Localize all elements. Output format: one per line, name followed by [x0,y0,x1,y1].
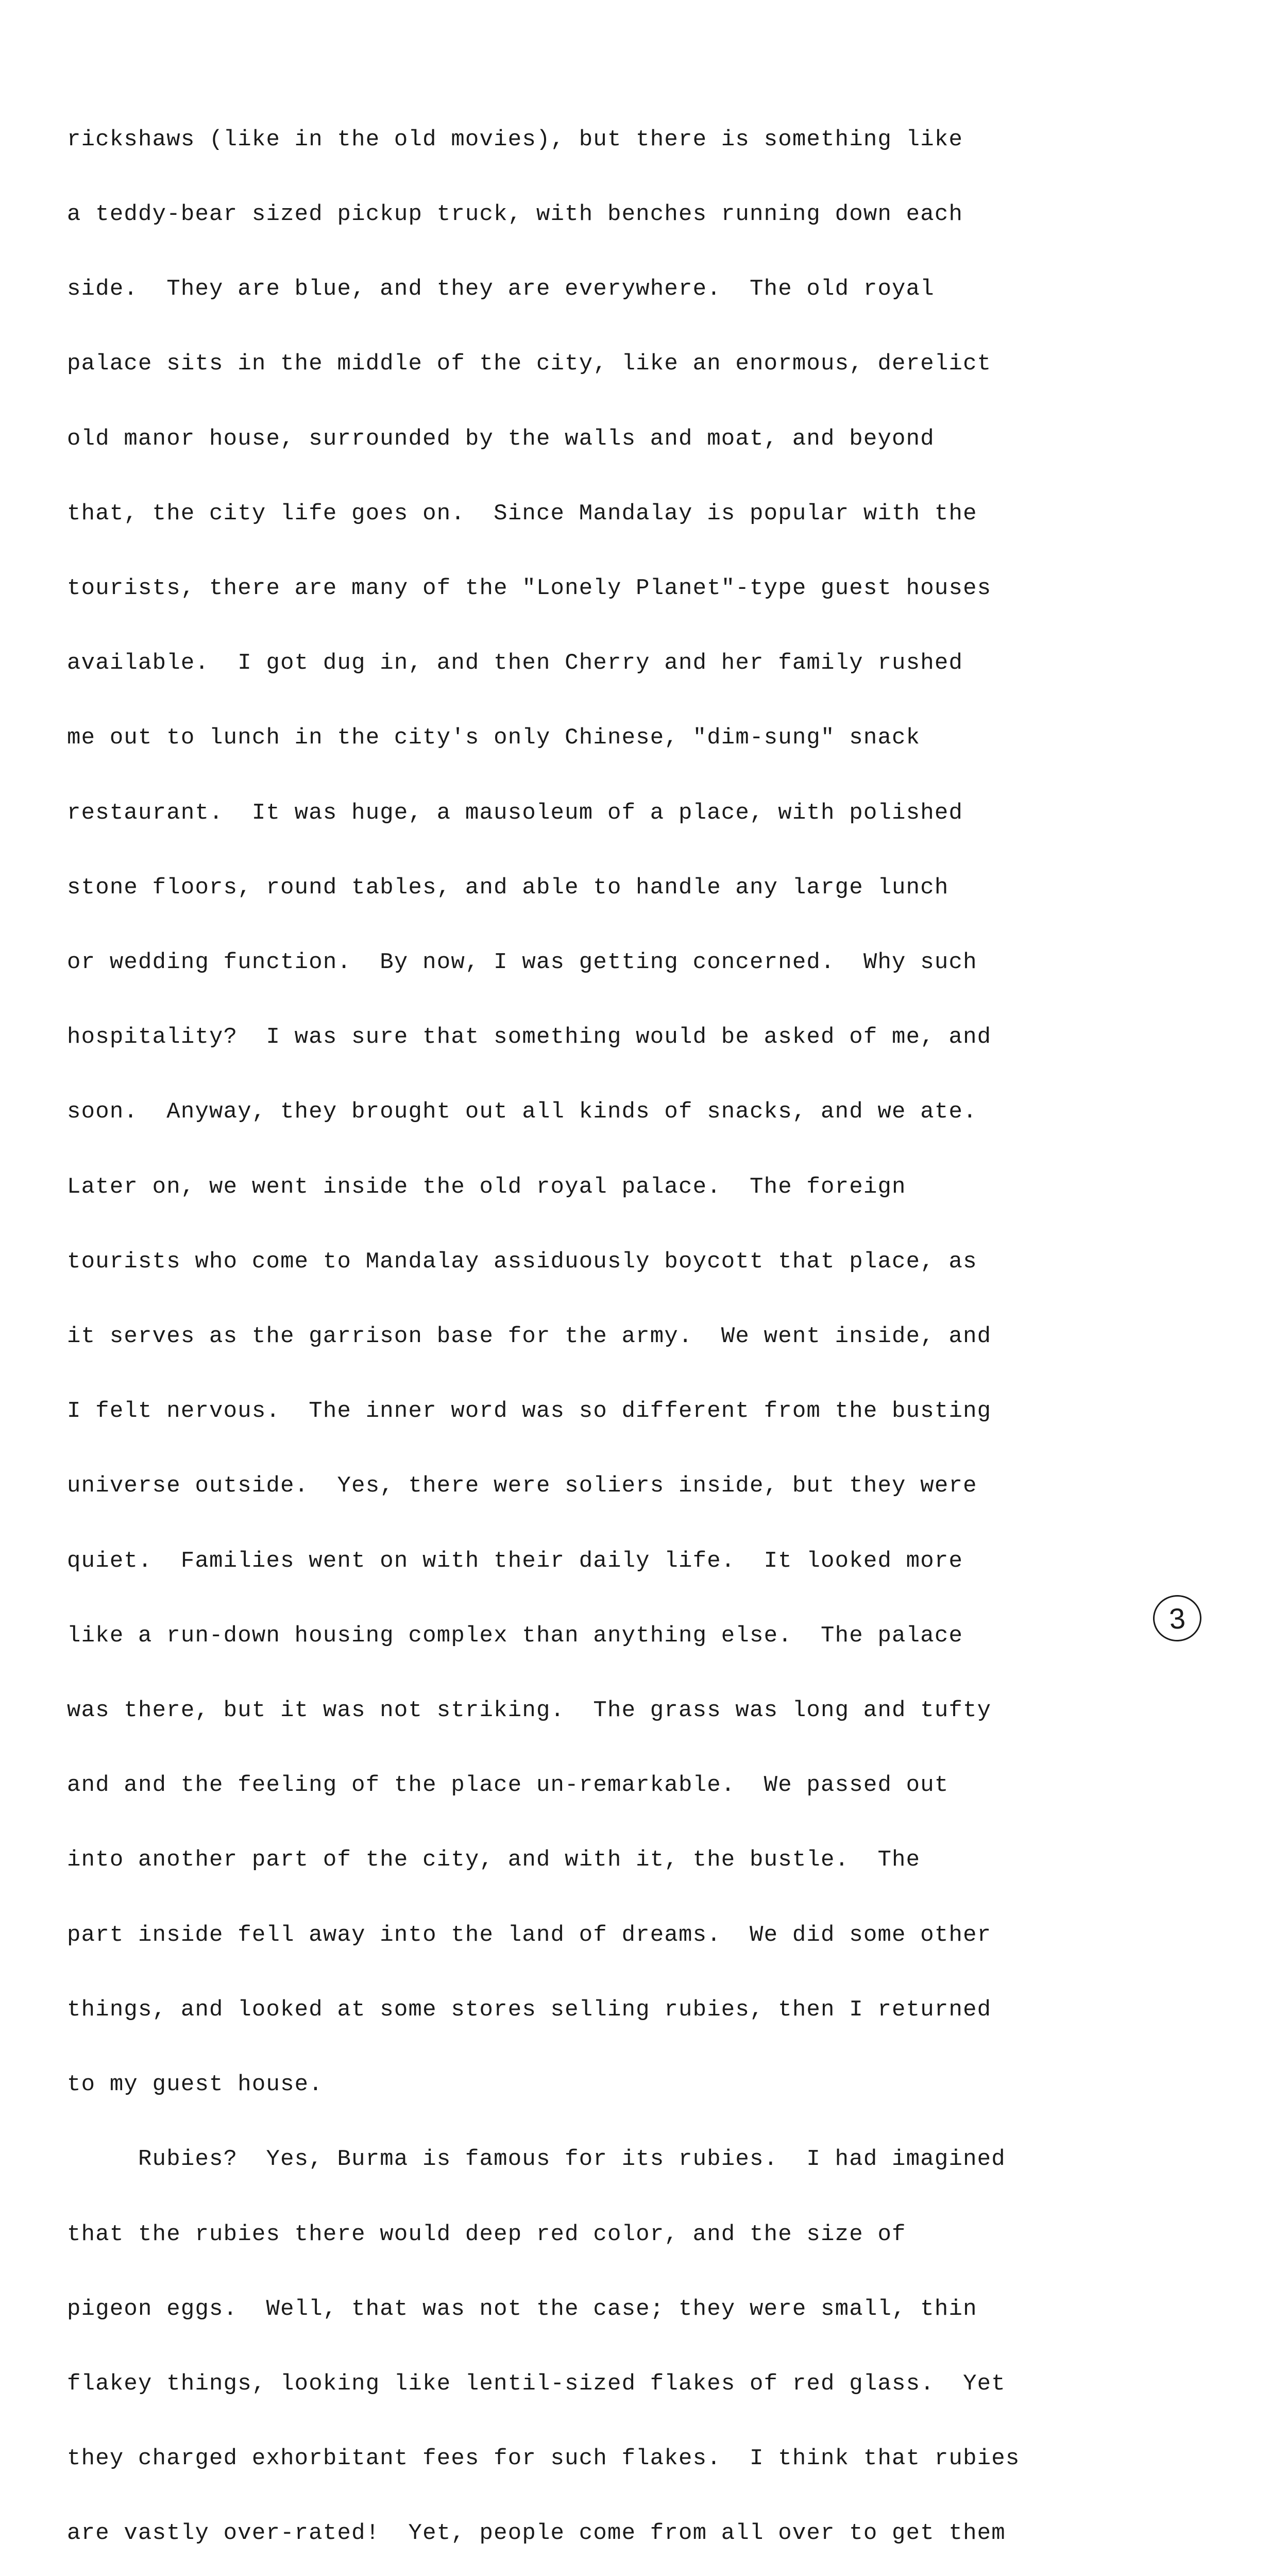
text-line: tourists who come to Mandalay assiduously boycott that place, as [67,1248,977,1275]
text-line: into another part of the city, and with it, the bustle. The [67,1847,921,1873]
text-line: me out to lunch in the city's only Chinese, "dim-sung" snack [67,725,921,751]
text-line: soon. Anyway, they brought out all kinds of snacks, and we ate. [67,1099,977,1125]
text-line: that the rubies there would deep red color, and the size of [67,2221,906,2247]
text-line: rickshaws (like in the old movies), but there is something like [67,126,963,152]
text-line: a teddy-bear sized pickup truck, with benches running down each [67,201,963,228]
text-line: it serves as the garrison base for the army. We went inside, and [67,1324,992,1350]
text-line: restaurant. It was huge, a mausoleum of a place, with polished [67,800,963,826]
text-line: side. They are blue, and they are everywhere. The old royal [67,276,935,302]
typed-body-text [67,77,1252,2576]
text-line: Later on, we went inside the old royal palace. The foreign [67,1174,906,1200]
text-line: hospitality? I was sure that something would be asked of me, and [67,1024,992,1050]
text-line: tourists, there are many of the "Lonely Planet"-type guest houses [67,575,992,602]
text-line: I felt nervous. The inner word was so different from the busting [67,1398,992,1425]
text-line: are vastly over-rated! Yet, people come from all over to get them [67,2520,1006,2547]
text-line: pigeon eggs. Well, that was not the case; they were small, thin [67,2296,977,2322]
text-line: they charged exhorbitant fees for such flakes. I think that rubies [67,2446,1020,2472]
text-line: universe outside. Yes, there were soliers inside, but they were [67,1473,977,1499]
text-line: things, and looked at some stores selling rubies, then I returned [67,1996,992,2023]
text-line: like a run-down housing complex than anything else. The palace [67,1622,963,1649]
text-line: or wedding function. By now, I was getting concerned. Why such [67,950,977,976]
text-line: was there, but it was not striking. The grass was long and tufty [67,1698,992,1724]
text-line: stone floors, round tables, and able to handle any large lunch [67,874,949,901]
text-line: and and the feeling of the place un-remarkable. We passed out [67,1772,949,1799]
text-line: quiet. Families went on with their daily life. It looked more [67,1548,963,1574]
text-line: flakey things, looking like lentil-sized flakes of red glass. Yet [67,2370,1006,2397]
text-line: to my guest house. [67,2072,323,2098]
text-line: part inside fell away into the land of dreams. We did some other [67,1922,992,1948]
text-line: palace sits in the middle of the city, like an enormous, derelict [67,351,992,377]
text-line: old manor house, surrounded by the walls and moat, and beyond [67,426,935,452]
page-number: 3 [1168,1601,1187,1635]
text-line: that, the city life goes on. Since Mandalay is popular with the [67,500,977,527]
text-line: Rubies? Yes, Burma is famous for its rubies. I had imagined [67,2146,1006,2173]
text-line: available. I got dug in, and then Cherry and her family rushed [67,650,963,676]
